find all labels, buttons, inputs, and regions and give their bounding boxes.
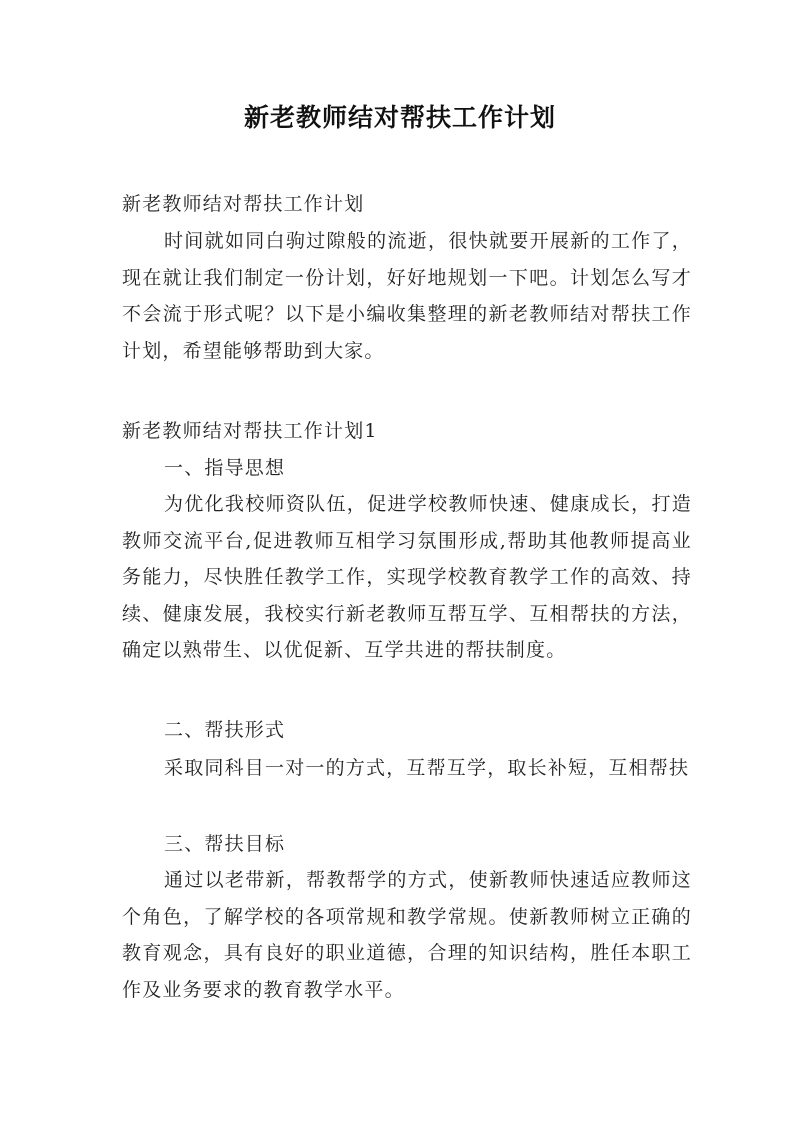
intro-paragraph: 时间就如同白驹过隙般的流逝，很快就要开展新的工作了，现在就让我们制定一份计划，好好地规划一下吧。计划怎么写才不会流于形式呢？以下是小编收集整理的新老教师结对帮扶工作计划，希望能够帮助到大家。	[122, 230, 692, 362]
document-subtitle: 新老教师结对帮扶工作计划	[122, 193, 365, 215]
paragraph-guiding-thought: 为优化我校师资队伍，促进学校教师快速、健康成长，打造教师交流平台,促进教师互相学习氛围形成,帮助其他教师提高业务能力，尽快胜任教学工作，实现学校教育教学工作的高效、持续、健康发展，我校实行新老教师互帮互学、互相帮扶的方法，确定以熟带生、以优促新、互学共进的帮扶制度。	[122, 493, 692, 662]
section-title: 新老教师结对帮扶工作计划1	[122, 420, 378, 442]
heading-guiding-thought: 一、指导思想	[164, 457, 286, 479]
paragraph-support-form: 采取同科目一对一的方式，互帮互学，取长补短，互相帮扶	[164, 757, 690, 779]
heading-support-goal: 三、帮扶目标	[164, 833, 286, 855]
heading-support-form: 二、帮扶形式	[164, 719, 286, 741]
document-title: 新老教师结对帮扶工作计划	[243, 103, 556, 132]
paragraph-support-goal: 通过以老带新，帮教帮学的方式，使新教师快速适应教师这个角色，了解学校的各项常规和教学常规。使新教师树立正确的教育观念，具有良好的职业道德，合理的知识结构，胜任本职工作及业务要求的教育教学水平。	[122, 869, 692, 1001]
